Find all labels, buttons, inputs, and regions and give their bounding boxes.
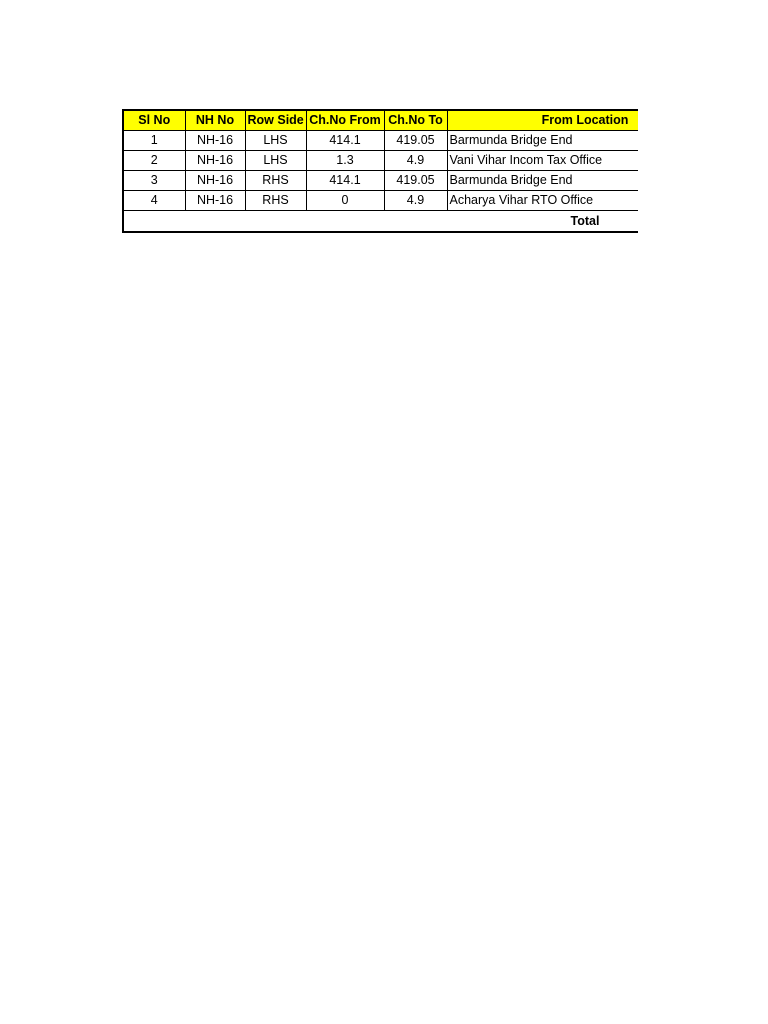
chainage-table xyxy=(122,109,638,233)
cell-sl-no: 2 xyxy=(123,151,185,171)
header-ch-no-to: Ch.No To xyxy=(384,110,447,131)
cell-sl-no: 1 xyxy=(123,131,185,151)
cell-row-side: LHS xyxy=(245,151,306,171)
cell-from-location: Barmunda Bridge End xyxy=(447,171,638,191)
cell-from-location: Acharya Vihar RTO Office xyxy=(447,191,638,211)
cell-nh-no: NH-16 xyxy=(185,151,245,171)
header-row-side: Row Side xyxy=(245,110,306,131)
cell-ch-no-from: 414.1 xyxy=(306,171,384,191)
cell-ch-no-to: 419.05 xyxy=(384,171,447,191)
table-row xyxy=(123,191,638,211)
table-row xyxy=(123,151,638,171)
total-row-blank xyxy=(123,211,447,233)
header-from-location: From Location xyxy=(447,110,638,131)
cell-ch-no-to: 419.05 xyxy=(384,131,447,151)
cell-nh-no: NH-16 xyxy=(185,131,245,151)
cell-row-side: LHS xyxy=(245,131,306,151)
table-row xyxy=(123,131,638,151)
header-ch-no-from: Ch.No From xyxy=(306,110,384,131)
cell-ch-no-to: 4.9 xyxy=(384,191,447,211)
header-nh-no: NH No xyxy=(185,110,245,131)
cell-nh-no: NH-16 xyxy=(185,171,245,191)
cell-nh-no: NH-16 xyxy=(185,191,245,211)
cell-row-side: RHS xyxy=(245,191,306,211)
cell-sl-no: 4 xyxy=(123,191,185,211)
table-row xyxy=(123,171,638,191)
cell-sl-no: 3 xyxy=(123,171,185,191)
cell-row-side: RHS xyxy=(245,171,306,191)
cell-from-location: Vani Vihar Incom Tax Office xyxy=(447,151,638,171)
cell-ch-no-from: 1.3 xyxy=(306,151,384,171)
total-row xyxy=(123,211,638,233)
cell-from-location: Barmunda Bridge End xyxy=(447,131,638,151)
cell-ch-no-from: 414.1 xyxy=(306,131,384,151)
cell-ch-no-from: 0 xyxy=(306,191,384,211)
spreadsheet-region xyxy=(122,109,638,233)
total-label: Total xyxy=(447,211,638,233)
header-sl-no: Sl No xyxy=(123,110,185,131)
cell-ch-no-to: 4.9 xyxy=(384,151,447,171)
header-row xyxy=(123,110,638,131)
